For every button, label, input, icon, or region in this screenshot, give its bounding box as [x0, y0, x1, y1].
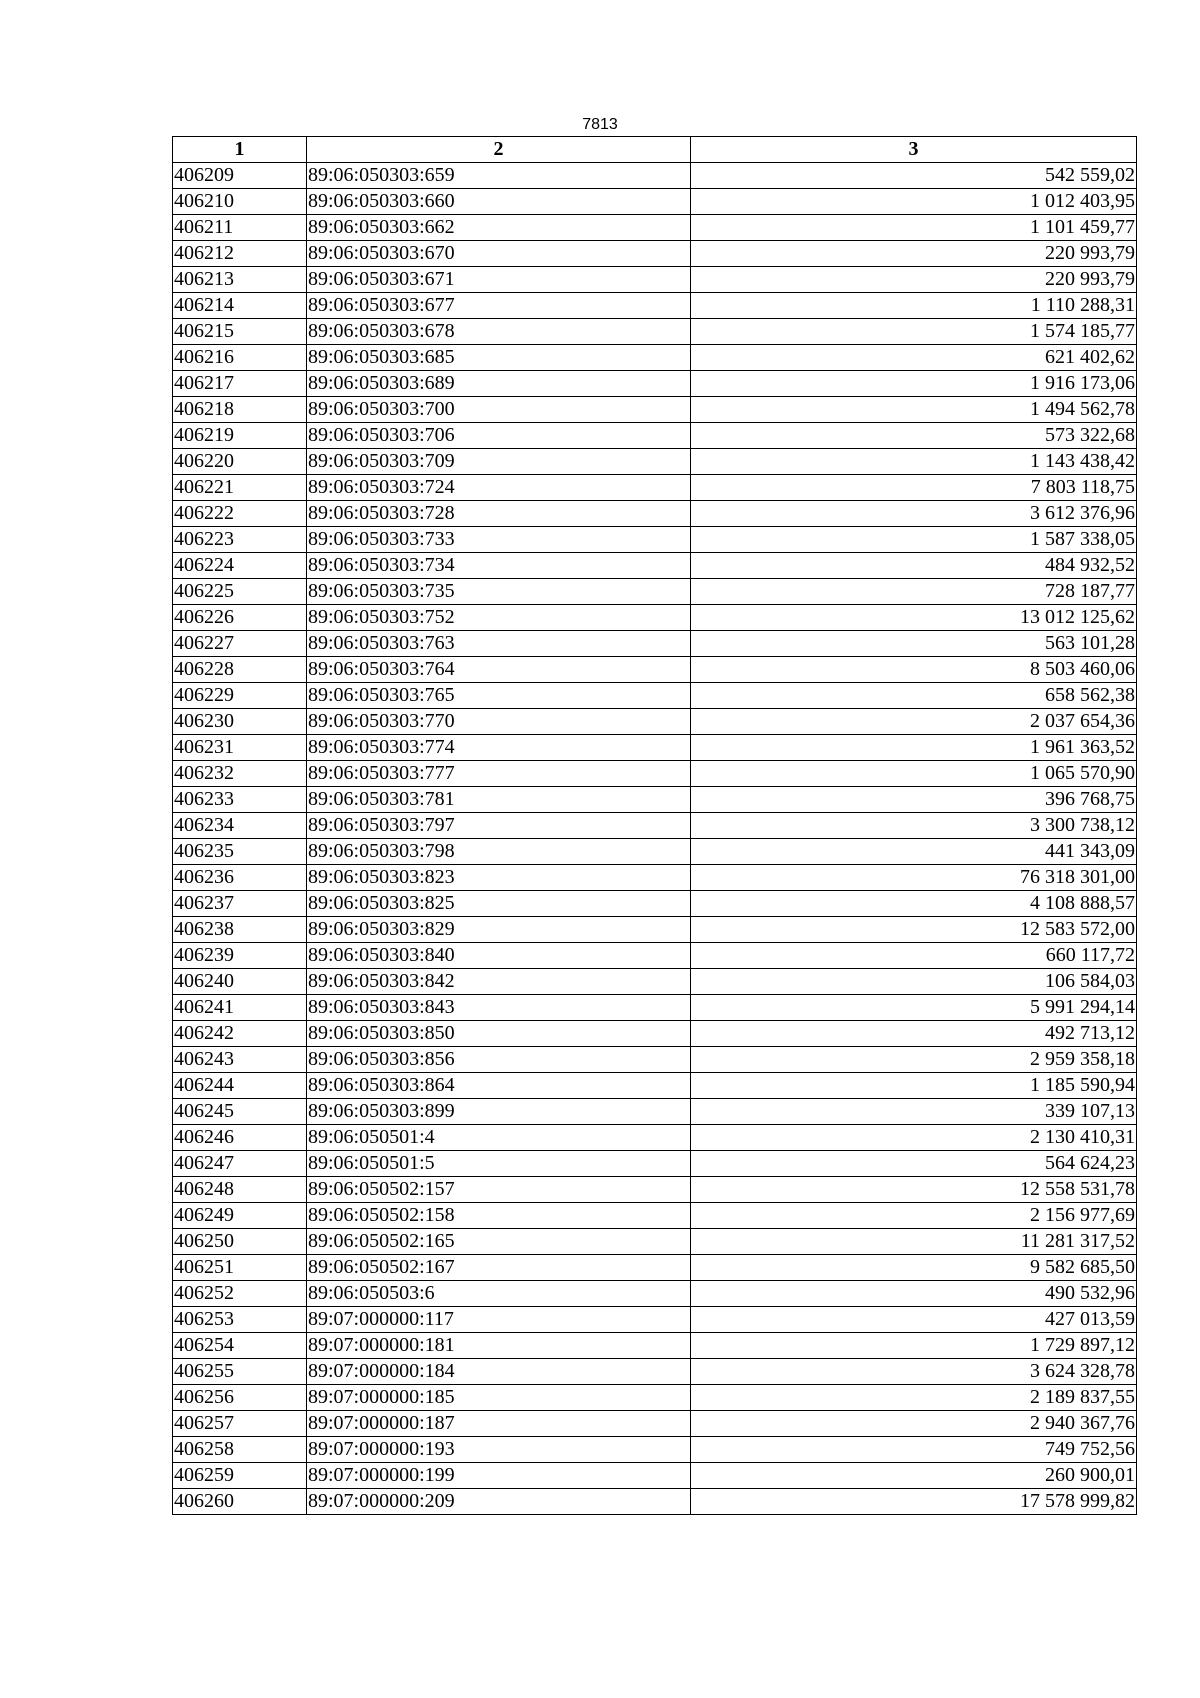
row-number: 406242: [173, 1021, 307, 1047]
cadastral-number: 89:06:050303:752: [307, 605, 691, 631]
table-row: [173, 1411, 1137, 1437]
table-row: [173, 1489, 1137, 1515]
cadastral-value: 12 583 572,00: [691, 917, 1137, 943]
cadastral-number: 89:06:050303:864: [307, 1073, 691, 1099]
cadastral-value: 427 013,59: [691, 1307, 1137, 1333]
row-number: 406235: [173, 839, 307, 865]
cadastral-number: 89:06:050303:764: [307, 657, 691, 683]
row-number: 406217: [173, 371, 307, 397]
cadastral-number: 89:06:050303:689: [307, 371, 691, 397]
cadastral-number: 89:06:050303:781: [307, 787, 691, 813]
cadastral-number: 89:06:050303:728: [307, 501, 691, 527]
cadastral-value: 11 281 317,52: [691, 1229, 1137, 1255]
cadastral-value: 220 993,79: [691, 241, 1137, 267]
table-row: [173, 475, 1137, 501]
row-number: 406224: [173, 553, 307, 579]
row-number: 406214: [173, 293, 307, 319]
cadastral-value: 5 991 294,14: [691, 995, 1137, 1021]
table-row: [173, 501, 1137, 527]
row-number: 406260: [173, 1489, 307, 1515]
cadastral-number: 89:06:050502:158: [307, 1203, 691, 1229]
cadastral-value: 1 101 459,77: [691, 215, 1137, 241]
row-number: 406233: [173, 787, 307, 813]
row-number: 406219: [173, 423, 307, 449]
cadastral-number: 89:06:050303:670: [307, 241, 691, 267]
cadastral-number: 89:06:050303:798: [307, 839, 691, 865]
cadastral-number: 89:06:050503:6: [307, 1281, 691, 1307]
cadastral-value: 7 803 118,75: [691, 475, 1137, 501]
row-number: 406216: [173, 345, 307, 371]
row-number: 406229: [173, 683, 307, 709]
table-row: [173, 1177, 1137, 1203]
cadastral-number: 89:06:050303:843: [307, 995, 691, 1021]
cadastral-value: 3 624 328,78: [691, 1359, 1137, 1385]
row-number: 406251: [173, 1255, 307, 1281]
cadastral-number: 89:06:050303:678: [307, 319, 691, 345]
row-number: 406223: [173, 527, 307, 553]
cadastral-value: 492 713,12: [691, 1021, 1137, 1047]
row-number: 406225: [173, 579, 307, 605]
cadastral-value: 1 110 288,31: [691, 293, 1137, 319]
table-row: [173, 787, 1137, 813]
cadastral-number: 89:06:050501:4: [307, 1125, 691, 1151]
cadastral-value: 76 318 301,00: [691, 865, 1137, 891]
table-row: [173, 241, 1137, 267]
cadastral-value: 658 562,38: [691, 683, 1137, 709]
cadastral-value: 4 108 888,57: [691, 891, 1137, 917]
cadastral-value: 339 107,13: [691, 1099, 1137, 1125]
cadastral-value: 13 012 125,62: [691, 605, 1137, 631]
cadastral-number: 89:06:050303:733: [307, 527, 691, 553]
cadastral-value: 728 187,77: [691, 579, 1137, 605]
cadastral-number: 89:06:050303:724: [307, 475, 691, 501]
cadastral-number: 89:06:050303:823: [307, 865, 691, 891]
cadastral-number: 89:06:050303:734: [307, 553, 691, 579]
cadastral-value: 1 961 363,52: [691, 735, 1137, 761]
cadastral-value: 1 587 338,05: [691, 527, 1137, 553]
row-number: 406253: [173, 1307, 307, 1333]
cadastral-value: 542 559,02: [691, 163, 1137, 189]
table-row: [173, 735, 1137, 761]
row-number: 406209: [173, 163, 307, 189]
cadastral-number: 89:07:000000:184: [307, 1359, 691, 1385]
cadastral-number: 89:06:050303:671: [307, 267, 691, 293]
cadastral-number: 89:07:000000:193: [307, 1437, 691, 1463]
cadastral-value: 1 143 438,42: [691, 449, 1137, 475]
row-number: 406215: [173, 319, 307, 345]
row-number: 406259: [173, 1463, 307, 1489]
column-header-1: 1: [173, 137, 307, 163]
table-row: [173, 631, 1137, 657]
cadastral-value: 1 494 562,78: [691, 397, 1137, 423]
row-number: 406221: [173, 475, 307, 501]
cadastral-value: 12 558 531,78: [691, 1177, 1137, 1203]
table-row: [173, 449, 1137, 475]
row-number: 406230: [173, 709, 307, 735]
cadastral-value: 1 574 185,77: [691, 319, 1137, 345]
table-row: [173, 1359, 1137, 1385]
cadastral-value: 2 940 367,76: [691, 1411, 1137, 1437]
row-number: 406220: [173, 449, 307, 475]
row-number: 406257: [173, 1411, 307, 1437]
table-row: [173, 553, 1137, 579]
table-row: [173, 579, 1137, 605]
cadastral-number: 89:06:050303:856: [307, 1047, 691, 1073]
row-number: 406258: [173, 1437, 307, 1463]
row-number: 406255: [173, 1359, 307, 1385]
cadastral-value: 749 752,56: [691, 1437, 1137, 1463]
row-number: 406222: [173, 501, 307, 527]
cadastral-value: 563 101,28: [691, 631, 1137, 657]
table-body: [173, 163, 1137, 1515]
row-number: 406218: [173, 397, 307, 423]
cadastral-number: 89:06:050303:774: [307, 735, 691, 761]
row-number: 406245: [173, 1099, 307, 1125]
row-number: 406227: [173, 631, 307, 657]
cadastral-number: 89:07:000000:185: [307, 1385, 691, 1411]
row-number: 406213: [173, 267, 307, 293]
table-row: [173, 1437, 1137, 1463]
cadastral-number: 89:06:050303:660: [307, 189, 691, 215]
cadastral-number: 89:06:050501:5: [307, 1151, 691, 1177]
table-row: [173, 761, 1137, 787]
cadastral-value: 2 037 654,36: [691, 709, 1137, 735]
cadastral-value: 1 729 897,12: [691, 1333, 1137, 1359]
table-row: [173, 917, 1137, 943]
table-row: [173, 1099, 1137, 1125]
table-row: [173, 657, 1137, 683]
cadastral-value: 490 532,96: [691, 1281, 1137, 1307]
cadastral-number: 89:06:050303:777: [307, 761, 691, 787]
table-row: [173, 995, 1137, 1021]
table-row: [173, 891, 1137, 917]
table-row: [173, 423, 1137, 449]
row-number: 406236: [173, 865, 307, 891]
cadastral-number: 89:06:050303:829: [307, 917, 691, 943]
cadastral-value: 1 185 590,94: [691, 1073, 1137, 1099]
cadastral-value: 564 624,23: [691, 1151, 1137, 1177]
cadastral-value: 484 932,52: [691, 553, 1137, 579]
cadastral-number: 89:06:050303:765: [307, 683, 691, 709]
cadastral-value: 9 582 685,50: [691, 1255, 1137, 1281]
table-row: [173, 683, 1137, 709]
cadastral-value: 3 300 738,12: [691, 813, 1137, 839]
row-number: 406246: [173, 1125, 307, 1151]
row-number: 406256: [173, 1385, 307, 1411]
table-row: [173, 345, 1137, 371]
table-row: [173, 319, 1137, 345]
cadastral-value-table: [172, 136, 1137, 1515]
table-row: [173, 163, 1137, 189]
row-number: 406248: [173, 1177, 307, 1203]
cadastral-number: 89:07:000000:117: [307, 1307, 691, 1333]
row-number: 406240: [173, 969, 307, 995]
cadastral-number: 89:06:050303:899: [307, 1099, 691, 1125]
row-number: 406211: [173, 215, 307, 241]
cadastral-value: 8 503 460,06: [691, 657, 1137, 683]
cadastral-value: 106 584,03: [691, 969, 1137, 995]
table-row: [173, 865, 1137, 891]
row-number: 406212: [173, 241, 307, 267]
row-number: 406232: [173, 761, 307, 787]
table-row: [173, 1203, 1137, 1229]
table-row: [173, 371, 1137, 397]
cadastral-number: 89:06:050502:167: [307, 1255, 691, 1281]
cadastral-value: 1 916 173,06: [691, 371, 1137, 397]
table-row: [173, 1463, 1137, 1489]
table-row: [173, 397, 1137, 423]
table-row: [173, 605, 1137, 631]
table-row: [173, 943, 1137, 969]
table-row: [173, 1047, 1137, 1073]
row-number: 406228: [173, 657, 307, 683]
table-header-row: [173, 137, 1137, 163]
row-number: 406247: [173, 1151, 307, 1177]
table-row: [173, 1255, 1137, 1281]
cadastral-number: 89:07:000000:199: [307, 1463, 691, 1489]
cadastral-number: 89:06:050303:763: [307, 631, 691, 657]
page-number: 7813: [582, 116, 618, 133]
cadastral-value: 441 343,09: [691, 839, 1137, 865]
table-row: [173, 527, 1137, 553]
cadastral-value: 396 768,75: [691, 787, 1137, 813]
cadastral-value: 621 402,62: [691, 345, 1137, 371]
table-row: [173, 813, 1137, 839]
table-row: [173, 1229, 1137, 1255]
row-number: 406231: [173, 735, 307, 761]
cadastral-value: 2 959 358,18: [691, 1047, 1137, 1073]
row-number: 406250: [173, 1229, 307, 1255]
cadastral-number: 89:06:050303:659: [307, 163, 691, 189]
row-number: 406243: [173, 1047, 307, 1073]
cadastral-value: 17 578 999,82: [691, 1489, 1137, 1515]
cadastral-number: 89:06:050303:850: [307, 1021, 691, 1047]
cadastral-value: 1 065 570,90: [691, 761, 1137, 787]
table-row: [173, 709, 1137, 735]
cadastral-number: 89:06:050303:677: [307, 293, 691, 319]
row-number: 406241: [173, 995, 307, 1021]
row-number: 406238: [173, 917, 307, 943]
table-row: [173, 1281, 1137, 1307]
table-row: [173, 267, 1137, 293]
row-number: 406239: [173, 943, 307, 969]
row-number: 406234: [173, 813, 307, 839]
cadastral-number: 89:06:050303:842: [307, 969, 691, 995]
cadastral-number: 89:06:050303:840: [307, 943, 691, 969]
table-row: [173, 293, 1137, 319]
cadastral-value: 2 156 977,69: [691, 1203, 1137, 1229]
column-header-3: 3: [691, 137, 1137, 163]
cadastral-value: 2 130 410,31: [691, 1125, 1137, 1151]
cadastral-number: 89:07:000000:187: [307, 1411, 691, 1437]
cadastral-number: 89:06:050303:797: [307, 813, 691, 839]
table-row: [173, 1073, 1137, 1099]
cadastral-value: 660 117,72: [691, 943, 1137, 969]
cadastral-number: 89:07:000000:181: [307, 1333, 691, 1359]
cadastral-value: 573 322,68: [691, 423, 1137, 449]
table-row: [173, 1307, 1137, 1333]
cadastral-number: 89:06:050303:735: [307, 579, 691, 605]
row-number: 406226: [173, 605, 307, 631]
table-row: [173, 1125, 1137, 1151]
cadastral-value: 2 189 837,55: [691, 1385, 1137, 1411]
row-number: 406210: [173, 189, 307, 215]
table-row: [173, 1021, 1137, 1047]
cadastral-number: 89:06:050303:662: [307, 215, 691, 241]
table-row: [173, 969, 1137, 995]
table-row: [173, 215, 1137, 241]
cadastral-number: 89:06:050502:165: [307, 1229, 691, 1255]
cadastral-number: 89:06:050303:825: [307, 891, 691, 917]
row-number: 406254: [173, 1333, 307, 1359]
cadastral-number: 89:06:050303:706: [307, 423, 691, 449]
table-row: [173, 1151, 1137, 1177]
column-header-2: 2: [307, 137, 691, 163]
cadastral-number: 89:06:050303:770: [307, 709, 691, 735]
cadastral-value: 1 012 403,95: [691, 189, 1137, 215]
cadastral-number: 89:06:050303:709: [307, 449, 691, 475]
cadastral-number: 89:06:050303:700: [307, 397, 691, 423]
cadastral-number: 89:06:050502:157: [307, 1177, 691, 1203]
row-number: 406252: [173, 1281, 307, 1307]
table-row: [173, 1385, 1137, 1411]
cadastral-value: 3 612 376,96: [691, 501, 1137, 527]
row-number: 406249: [173, 1203, 307, 1229]
cadastral-number: 89:06:050303:685: [307, 345, 691, 371]
cadastral-number: 89:07:000000:209: [307, 1489, 691, 1515]
row-number: 406244: [173, 1073, 307, 1099]
table-row: [173, 839, 1137, 865]
table-row: [173, 189, 1137, 215]
table-row: [173, 1333, 1137, 1359]
cadastral-value: 220 993,79: [691, 267, 1137, 293]
cadastral-value: 260 900,01: [691, 1463, 1137, 1489]
row-number: 406237: [173, 891, 307, 917]
